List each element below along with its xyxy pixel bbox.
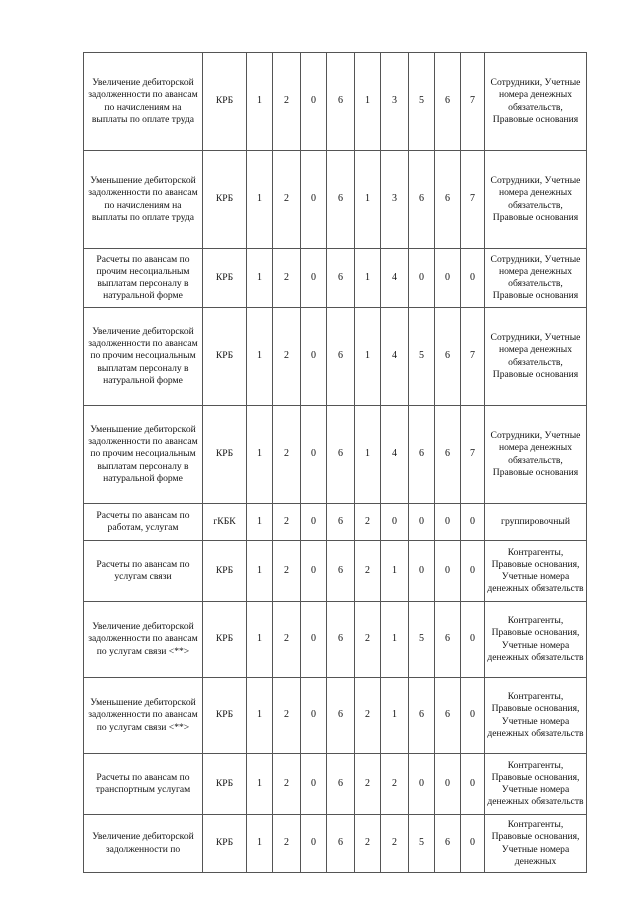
account-digit-cell: 2 <box>273 308 301 406</box>
account-digit-cell: 0 <box>301 754 327 815</box>
account-digit-cell: 2 <box>355 678 381 754</box>
account-digit-cell: 0 <box>301 151 327 249</box>
account-digit-cell: 2 <box>273 815 301 873</box>
table-row <box>84 249 587 308</box>
account-digit-cell: 1 <box>381 541 409 602</box>
account-digit-cell: 7 <box>461 406 485 504</box>
account-digit-cell: 1 <box>247 504 273 541</box>
account-digit-cell: 2 <box>381 815 409 873</box>
analytics-cell: Сотрудники, Учетные номера денежных обязательств, Правовые основания <box>485 308 587 406</box>
table-row <box>84 602 587 678</box>
table-row <box>84 504 587 541</box>
accounts-table <box>83 52 587 873</box>
table-row <box>84 406 587 504</box>
account-digit-cell: 3 <box>381 53 409 151</box>
account-digit-cell: 0 <box>435 249 461 308</box>
code-type-cell: КРБ <box>203 678 247 754</box>
account-digit-cell: 0 <box>301 504 327 541</box>
account-digit-cell: 0 <box>381 504 409 541</box>
account-digit-cell: 5 <box>409 308 435 406</box>
account-digit-cell: 1 <box>247 308 273 406</box>
account-digit-cell: 6 <box>327 541 355 602</box>
account-digit-cell: 2 <box>381 754 409 815</box>
account-digit-cell: 0 <box>461 602 485 678</box>
account-digit-cell: 6 <box>409 678 435 754</box>
account-digit-cell: 6 <box>327 504 355 541</box>
account-digit-cell: 0 <box>409 541 435 602</box>
account-digit-cell: 1 <box>247 406 273 504</box>
account-digit-cell: 1 <box>247 678 273 754</box>
account-digit-cell: 1 <box>247 541 273 602</box>
table-row <box>84 815 587 873</box>
account-digit-cell: 0 <box>435 541 461 602</box>
table-row <box>84 308 587 406</box>
account-digit-cell: 0 <box>435 754 461 815</box>
account-digit-cell: 1 <box>247 602 273 678</box>
account-digit-cell: 0 <box>301 308 327 406</box>
account-digit-cell: 2 <box>273 678 301 754</box>
analytics-cell: Контрагенты, Правовые основания, Учетные номера денежных обязательств <box>485 754 587 815</box>
account-digit-cell: 2 <box>273 754 301 815</box>
account-digit-cell: 6 <box>435 308 461 406</box>
analytics-cell: Сотрудники, Учетные номера денежных обязательств, Правовые основания <box>485 151 587 249</box>
account-digit-cell: 0 <box>461 678 485 754</box>
account-digit-cell: 6 <box>327 406 355 504</box>
account-digit-cell: 4 <box>381 249 409 308</box>
account-digit-cell: 0 <box>409 754 435 815</box>
account-digit-cell: 6 <box>435 53 461 151</box>
account-digit-cell: 2 <box>273 406 301 504</box>
account-digit-cell: 7 <box>461 151 485 249</box>
account-digit-cell: 7 <box>461 308 485 406</box>
account-digit-cell: 0 <box>461 541 485 602</box>
account-digit-cell: 0 <box>301 249 327 308</box>
table-row <box>84 541 587 602</box>
account-digit-cell: 6 <box>327 53 355 151</box>
account-digit-cell: 0 <box>409 249 435 308</box>
table-row <box>84 678 587 754</box>
account-digit-cell: 0 <box>301 678 327 754</box>
account-digit-cell: 6 <box>327 249 355 308</box>
account-digit-cell: 5 <box>409 53 435 151</box>
account-name-cell: Расчеты по авансам по работам, услугам <box>84 504 203 541</box>
account-digit-cell: 0 <box>461 754 485 815</box>
account-digit-cell: 2 <box>355 504 381 541</box>
account-digit-cell: 7 <box>461 53 485 151</box>
code-type-cell: КРБ <box>203 541 247 602</box>
code-type-cell: КРБ <box>203 308 247 406</box>
account-digit-cell: 2 <box>355 754 381 815</box>
account-digit-cell: 0 <box>301 53 327 151</box>
account-digit-cell: 6 <box>327 151 355 249</box>
analytics-cell: Контрагенты, Правовые основания, Учетные номера денежных <box>485 815 587 873</box>
account-digit-cell: 2 <box>355 541 381 602</box>
account-digit-cell: 6 <box>435 678 461 754</box>
account-name-cell: Расчеты по авансам по услугам связи <box>84 541 203 602</box>
account-digit-cell: 1 <box>355 406 381 504</box>
account-digit-cell: 6 <box>435 406 461 504</box>
account-name-cell: Уменьшение дебиторской задолженности по авансам по прочим несоциальным выплатам персоналу в натуральной форме <box>84 406 203 504</box>
account-digit-cell: 6 <box>435 602 461 678</box>
account-digit-cell: 2 <box>273 53 301 151</box>
account-name-cell: Увеличение дебиторской задолженности по <box>84 815 203 873</box>
account-digit-cell: 1 <box>355 53 381 151</box>
account-digit-cell: 5 <box>409 602 435 678</box>
account-name-cell: Расчеты по авансам по транспортным услугам <box>84 754 203 815</box>
code-type-cell: КРБ <box>203 249 247 308</box>
account-digit-cell: 2 <box>273 541 301 602</box>
account-name-cell: Увеличение дебиторской задолженности по авансам по начислениям на выплаты по оплате труда <box>84 53 203 151</box>
account-digit-cell: 2 <box>355 602 381 678</box>
account-digit-cell: 1 <box>247 249 273 308</box>
account-digit-cell: 3 <box>381 151 409 249</box>
account-digit-cell: 6 <box>327 678 355 754</box>
table-row <box>84 754 587 815</box>
account-digit-cell: 0 <box>301 406 327 504</box>
account-digit-cell: 0 <box>301 602 327 678</box>
code-type-cell: гКБК <box>203 504 247 541</box>
code-type-cell: КРБ <box>203 815 247 873</box>
account-digit-cell: 6 <box>327 308 355 406</box>
account-digit-cell: 1 <box>247 754 273 815</box>
account-digit-cell: 1 <box>247 151 273 249</box>
analytics-cell: Контрагенты, Правовые основания, Учетные номера денежных обязательств <box>485 678 587 754</box>
analytics-cell: Сотрудники, Учетные номера денежных обязательств, Правовые основания <box>485 406 587 504</box>
account-digit-cell: 2 <box>355 815 381 873</box>
account-name-cell: Увеличение дебиторской задолженности по авансам по услугам связи <**> <box>84 602 203 678</box>
account-digit-cell: 0 <box>301 541 327 602</box>
account-digit-cell: 6 <box>435 151 461 249</box>
analytics-cell: Контрагенты, Правовые основания, Учетные номера денежных обязательств <box>485 541 587 602</box>
account-digit-cell: 6 <box>409 406 435 504</box>
code-type-cell: КРБ <box>203 602 247 678</box>
account-digit-cell: 2 <box>273 602 301 678</box>
account-digit-cell: 1 <box>355 151 381 249</box>
account-digit-cell: 0 <box>461 815 485 873</box>
account-digit-cell: 4 <box>381 406 409 504</box>
account-name-cell: Уменьшение дебиторской задолженности по авансам по услугам связи <**> <box>84 678 203 754</box>
analytics-cell: Сотрудники, Учетные номера денежных обязательств, Правовые основания <box>485 249 587 308</box>
analytics-cell: Контрагенты, Правовые основания, Учетные номера денежных обязательств <box>485 602 587 678</box>
account-digit-cell: 6 <box>327 754 355 815</box>
code-type-cell: КРБ <box>203 754 247 815</box>
table-row <box>84 151 587 249</box>
account-digit-cell: 6 <box>327 602 355 678</box>
account-digit-cell: 6 <box>327 815 355 873</box>
account-name-cell: Увеличение дебиторской задолженности по авансам по прочим несоциальным выплатам персоналу в натуральной форме <box>84 308 203 406</box>
code-type-cell: КРБ <box>203 151 247 249</box>
account-digit-cell: 0 <box>461 249 485 308</box>
account-digit-cell: 6 <box>409 151 435 249</box>
account-digit-cell: 4 <box>381 308 409 406</box>
account-digit-cell: 5 <box>409 815 435 873</box>
account-name-cell: Расчеты по авансам по прочим несоциальным выплатам персоналу в натуральной форме <box>84 249 203 308</box>
account-digit-cell: 0 <box>301 815 327 873</box>
analytics-cell: группировочный <box>485 504 587 541</box>
account-digit-cell: 1 <box>247 53 273 151</box>
account-name-cell: Уменьшение дебиторской задолженности по авансам по начислениям на выплаты по оплате труда <box>84 151 203 249</box>
table-row <box>84 53 587 151</box>
account-digit-cell: 2 <box>273 151 301 249</box>
account-digit-cell: 2 <box>273 504 301 541</box>
account-digit-cell: 1 <box>381 602 409 678</box>
analytics-cell: Сотрудники, Учетные номера денежных обязательств, Правовые основания <box>485 53 587 151</box>
account-digit-cell: 0 <box>435 504 461 541</box>
account-digit-cell: 1 <box>355 249 381 308</box>
account-digit-cell: 0 <box>461 504 485 541</box>
code-type-cell: КРБ <box>203 53 247 151</box>
account-digit-cell: 1 <box>381 678 409 754</box>
account-digit-cell: 1 <box>247 815 273 873</box>
account-digit-cell: 0 <box>409 504 435 541</box>
account-digit-cell: 1 <box>355 308 381 406</box>
code-type-cell: КРБ <box>203 406 247 504</box>
account-digit-cell: 2 <box>273 249 301 308</box>
table-body <box>84 53 587 873</box>
account-digit-cell: 6 <box>435 815 461 873</box>
